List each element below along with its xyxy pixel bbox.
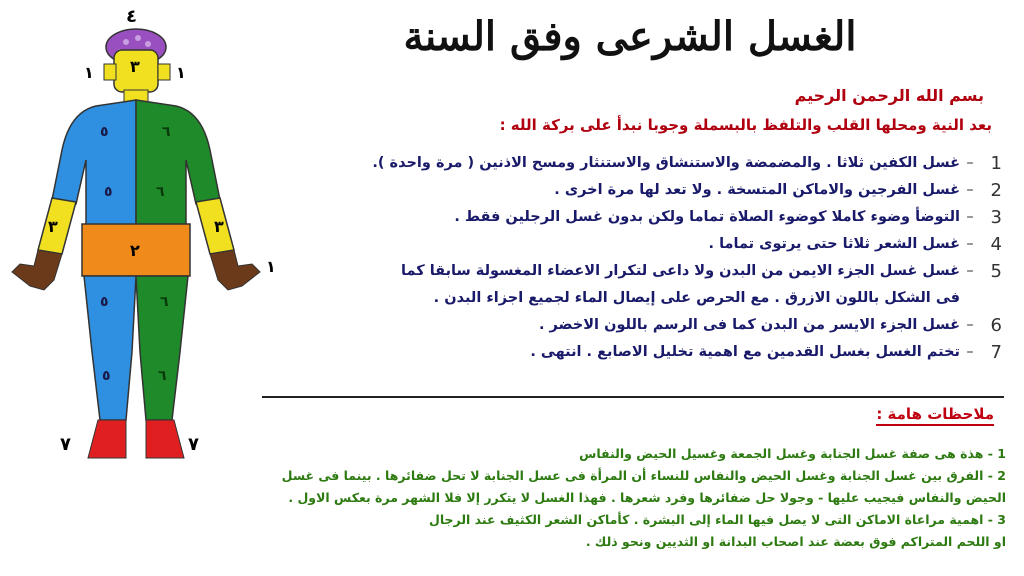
mark: ٦ (158, 368, 167, 384)
label-ear-left: ١ (84, 63, 94, 82)
list-item: 5 – غسل غسل الجزء الايمن من البدن ولا داعى لتكرار الاعضاء المغسولة سابقا كما (262, 258, 1002, 285)
label-ear-right: ١ (176, 63, 186, 82)
list-item: 2 – غسل الفرجين والاماكن المتسخة . ولا تعد لها مرة اخرى . (262, 177, 1002, 204)
ear-left (104, 64, 116, 80)
step-text: غسل الكفين ثلاثا . والمضمضة والاستنشاق والاستنثار ومسح الاذنين ( مرة واحدة ). (372, 155, 960, 171)
hand-right (12, 250, 62, 290)
step-text: غسل الجزء الايسر من البدن كما فى الرسم باللون الاخضر . (538, 317, 960, 333)
step-text: غسل الفرجين والاماكن المتسخة . ولا تعد لها مرة اخرى . (554, 182, 960, 198)
list-item: 4 – غسل الشعر ثلاثا حتى يرتوى تماما . (262, 231, 1002, 258)
intro-line: بعد النية ومحلها القلب والتلفظ بالبسملة وجوبا نبدأ على بركة الله : (499, 116, 992, 134)
label-hips: ٢ (130, 241, 140, 260)
step-number: 4 (990, 234, 1002, 255)
leg-right-blue (84, 276, 136, 420)
mark: ٥ (104, 184, 113, 200)
mark: ٥ (100, 294, 109, 310)
notes-list (6, 443, 1006, 553)
note-line: الحيض والنفاس فيجيب عليها - وجولا حل ضفائرها وفرد شعرها . فهذا الغسل لا يتكرر إلا فلا الشهر مرة بعكس الاول . (288, 490, 1006, 505)
note-line: او اللحم المتراكم فوق بعضة عند اصحاب البدانة او الثديين ونحو ذلك . (585, 534, 1006, 549)
mark: ٦ (160, 294, 169, 310)
label-face: ٣ (130, 57, 140, 76)
page-title: الغسل الشرعى وفق السنة (403, 13, 857, 60)
step-number: 3 (990, 207, 1002, 228)
step-number: 2 (990, 180, 1002, 201)
label-top: ٤ (126, 6, 137, 27)
step-text: تختم الغسل بغسل القدمين مع اهمية تخليل الاصابع . انتهى . (530, 344, 960, 360)
step-text: غسل غسل الجزء الايمن من البدن ولا داعى لتكرار الاعضاء المغسولة سابقا كما (401, 263, 960, 279)
step-text: فى الشكل باللون الازرق . مع الحرص على إيصال الماء لجميع اجزاء البدن . (433, 290, 960, 306)
mark: ٥ (100, 124, 109, 140)
mark: ٥ (102, 368, 111, 384)
label-foot-left: ٧ (60, 434, 71, 455)
notes-heading: ملاحظات هامة : (876, 405, 994, 426)
steps-list (262, 150, 1002, 366)
ear-right (158, 64, 170, 80)
list-item: 3 – التوضأ وضوء كاملا كوضوء الصلاة تماما ولكن بدون غسل الرجلين فقط . (262, 204, 1002, 231)
note-line: 1 - هذة هى صفة غسل الجنابة وغسل الجمعة وغسيل الحيض والنفاس (579, 446, 1006, 461)
label-arm-right: ٣ (214, 217, 224, 236)
list-item: 7 – تختم الغسل بغسل القدمين مع اهمية تخليل الاصابع . انتهى . (262, 339, 1002, 366)
label-hand: ١ (266, 257, 276, 276)
hand-left (210, 250, 260, 290)
note-line: 2 - الفرق بين غسل الجنابة وغسل الحيض والنفاس للنساء أن المرأة فى عسل الجنابة لا تحل ضفائرها . بينما فى غسل (281, 468, 1006, 483)
list-item: 6 – غسل الجزء الايسر من البدن كما فى الرسم باللون الاخضر . (262, 312, 1002, 339)
label-foot-right: ٧ (188, 434, 199, 455)
list-item: 1 – غسل الكفين ثلاثا . والمضمضة والاستنشاق والاستنثار ومسح الاذنين ( مرة واحدة ). (262, 150, 1002, 177)
bismillah: بسم الله الرحمن الرحيم (794, 86, 984, 105)
step-number: 7 (990, 342, 1002, 363)
label-arm-left: ٣ (48, 217, 58, 236)
body-diagram (0, 0, 280, 470)
list-item-continuation (262, 285, 1002, 312)
mark: ٦ (156, 184, 165, 200)
step-text: غسل الشعر ثلاثا حتى يرتوى تماما . (708, 236, 960, 252)
step-number: 5 (990, 261, 1002, 282)
note-line: 3 - اهمية مراعاة الاماكن التى لا يصل فيها الماء إلى البشرة . كأماكن الشعر الكثيف عند الرجال (429, 512, 1006, 527)
divider (262, 396, 1004, 398)
step-text: التوضأ وضوء كاملا كوضوء الصلاة تماما ولكن بدون غسل الرجلين فقط . (454, 209, 960, 225)
step-number: 6 (990, 315, 1002, 336)
step-number: 1 (990, 153, 1002, 174)
mark: ٦ (162, 124, 171, 140)
